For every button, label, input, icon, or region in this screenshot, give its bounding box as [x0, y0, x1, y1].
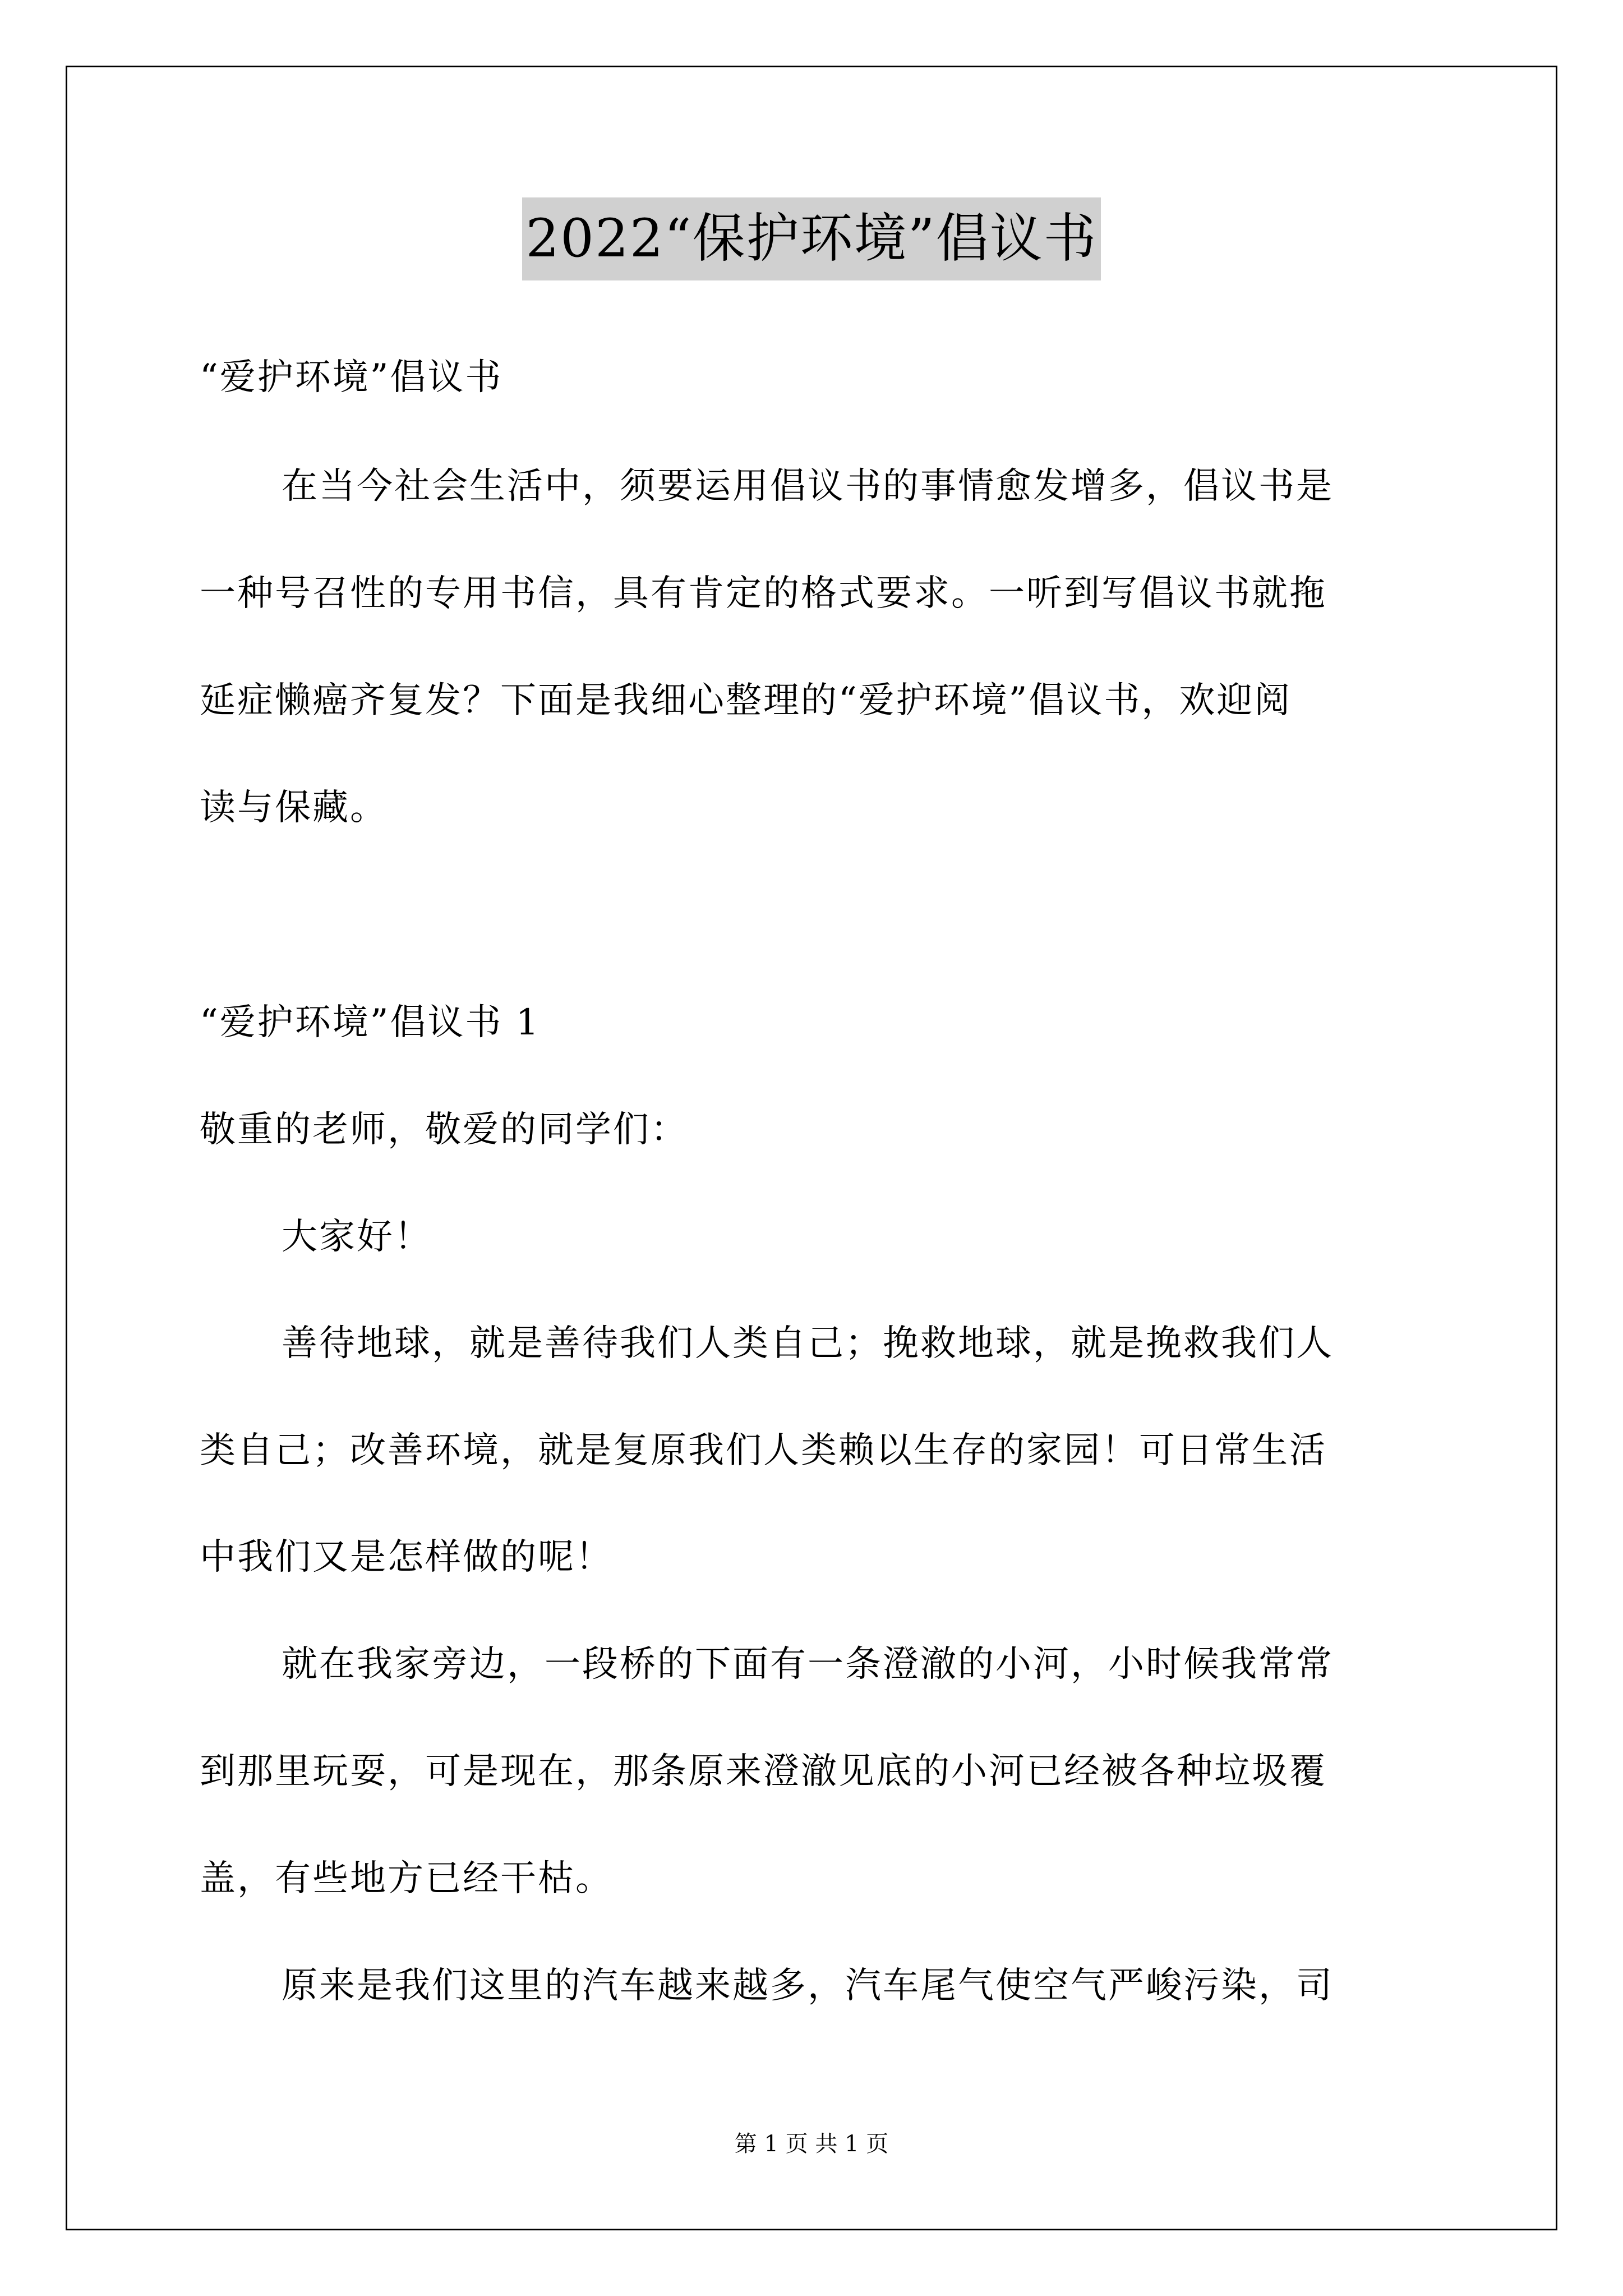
intro-line: 在当今社会生活中，须要运用倡议书的事情愈发增多，倡议书是 [282, 466, 1334, 507]
paragraph-line: 善待地球，就是善待我们人类自己；挽救地球，就是挽救我们人 [282, 1323, 1334, 1364]
paragraph-line: 类自己；改善环境，就是复原我们人类赖以生存的家园！可日常生活 [200, 1430, 1327, 1471]
intro-line: 读与保藏。 [200, 787, 388, 829]
paragraph-line: 盖，有些地方已经干枯。 [200, 1858, 613, 1899]
intro-line: 一种号召性的专用书信，具有肯定的格式要求。一听到写倡议书就拖 [200, 573, 1327, 614]
paragraph-line: 就在我家旁边，一段桥的下面有一条澄澈的小河，小时候我常常 [282, 1644, 1334, 1685]
section-heading: “爱护环境”倡议书 [200, 357, 503, 398]
title-container [0, 197, 1623, 280]
greeting: 大家好！ [282, 1216, 432, 1258]
page-footer: 第 1 页 共 1 页 [734, 2131, 889, 2157]
intro-line: 延症懒癌齐复发？下面是我细心整理的“爱护环境”倡议书，欢迎阅 [200, 680, 1292, 721]
paragraph-line: 原来是我们这里的汽车越来越多，汽车尾气使空气严峻污染，司 [282, 1965, 1334, 2007]
section-heading: “爱护环境”倡议书 1 [200, 1002, 541, 1043]
paragraph-line: 到那里玩耍，可是现在，那条原来澄澈见底的小河已经被各种垃圾覆 [200, 1751, 1327, 1792]
document-title: 2022“保护环境”倡议书 [522, 197, 1100, 280]
paragraph-line: 中我们又是怎样做的呢！ [200, 1536, 613, 1578]
salutation: 敬重的老师，敬爱的同学们： [200, 1109, 688, 1151]
